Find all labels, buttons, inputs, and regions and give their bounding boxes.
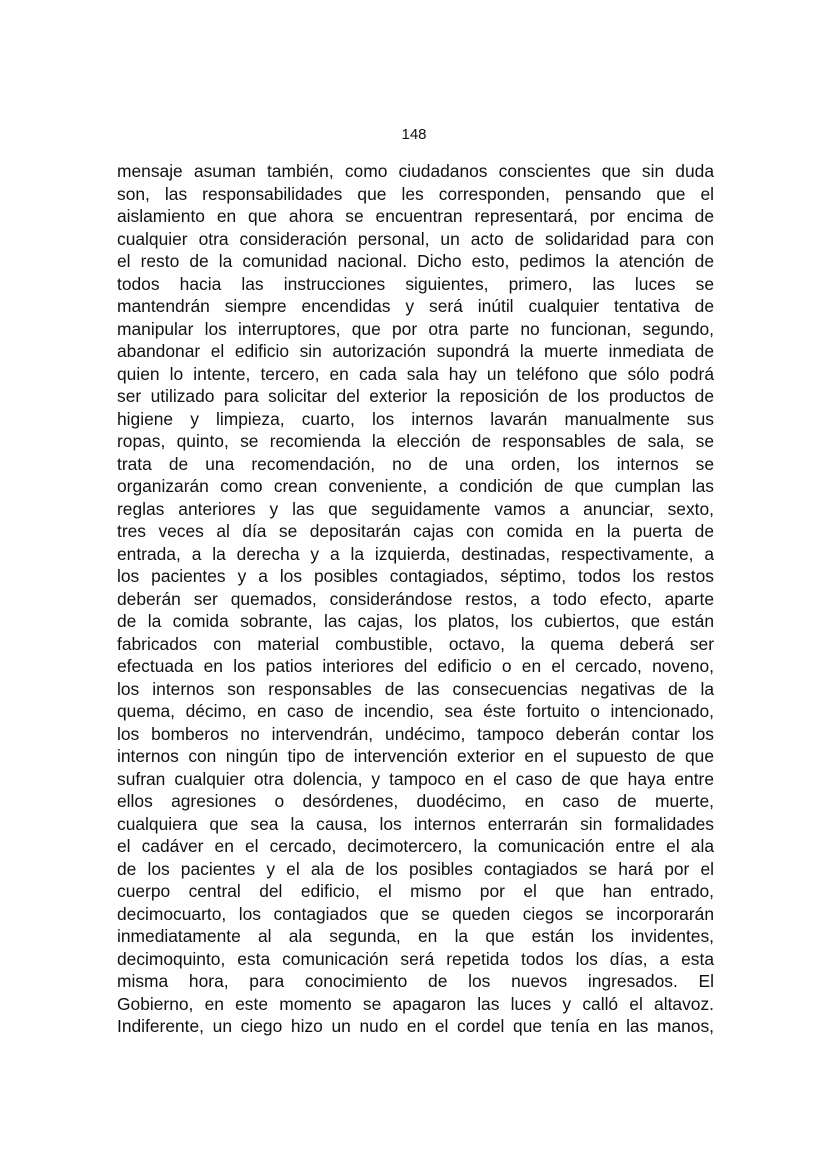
text-line: tres veces al día se depositarán cajas con comida en la puerta de — [117, 521, 714, 541]
text-line: cualquiera que sea la causa, los internos enterrarán sin formalidades — [117, 813, 714, 834]
text-line: de los pacientes y el ala de los posibles contagiados se hará por el — [117, 858, 714, 879]
text-line: misma hora, para conocimiento de los nuevos ingresados. El — [117, 971, 714, 991]
text-line: los bomberos no intervendrán, undécimo, tampoco deberán contar los — [117, 723, 714, 744]
text-line: trata de una recomendación, no de una orden, los internos se — [117, 453, 714, 474]
text-line: Indiferente, un ciego hizo un nudo en el cordel que tenía en las manos, — [117, 1016, 714, 1036]
text-line: reglas anteriores y las que seguidamente vamos a anunciar, sexto, — [117, 498, 714, 519]
text-line: deberán ser quemados, considerándose restos, a todo efecto, aparte — [117, 588, 714, 609]
text-line: inmediatamente al ala segunda, en la que están los invidentes, — [117, 926, 714, 946]
text-line: decimocuarto, los contagiados que se queden ciegos se incorporarán — [117, 903, 714, 924]
text-line: higiene y limpieza, cuarto, los internos lavarán manualmente sus — [117, 408, 714, 429]
text-line: ellos agresiones o desórdenes, duodécimo, en caso de muerte, — [117, 791, 714, 811]
text-line: mensaje asuman también, como ciudadanos conscientes que sin duda — [117, 161, 714, 181]
text-line: sufran cualquier otra dolencia, y tampoco en el caso de que haya entre — [117, 768, 714, 789]
text-line: los internos son responsables de las consecuencias negativas de la — [117, 678, 714, 699]
text-line: decimoquinto, esta comunicación será repetida todos los días, a esta — [117, 948, 714, 969]
page-number: 148 — [401, 126, 427, 143]
text-line: los pacientes y a los posibles contagiados, séptimo, todos los restos — [117, 566, 714, 586]
text-line: organizarán como crean conveniente, a condición de que cumplan las — [117, 476, 714, 496]
text-line: Gobierno, en este momento se apagaron las luces y calló el altavoz. — [117, 993, 714, 1014]
text-line: fabricados con material combustible, octavo, la quema deberá ser — [117, 633, 714, 654]
text-line: manipular los interruptores, que por otra parte no funcionan, segundo, — [117, 318, 714, 339]
body-text — [117, 160, 714, 1038]
text-line: quien lo intente, tercero, en cada sala hay un teléfono que sólo podrá — [117, 363, 714, 384]
text-line: todos hacia las instrucciones siguientes, primero, las luces se — [117, 273, 714, 294]
text-line: efectuada en los patios interiores del edificio o en el cercado, noveno, — [117, 656, 714, 676]
text-line: son, las responsabilidades que les corresponden, pensando que el — [117, 183, 714, 204]
text-line: mantendrán siempre encendidas y será inútil cualquier tentativa de — [117, 296, 714, 316]
text-line: internos con ningún tipo de intervención exterior en el supuesto de que — [117, 746, 714, 766]
text-line: cualquier otra consideración personal, un acto de solidaridad para con — [117, 228, 714, 249]
text-line: entrada, a la derecha y a la izquierda, destinadas, respectivamente, a — [117, 543, 714, 564]
text-line: quema, décimo, en caso de incendio, sea éste fortuito o intencionado, — [117, 701, 714, 721]
text-line: el cadáver en el cercado, decimotercero, la comunicación entre el ala — [117, 836, 714, 856]
text-line: cuerpo central del edificio, el mismo por el que han entrado, — [117, 881, 714, 901]
text-line: de la comida sobrante, las cajas, los platos, los cubiertos, que están — [117, 611, 714, 631]
text-line: aislamiento en que ahora se encuentran representará, por encima de — [117, 206, 714, 226]
text-line: ropas, quinto, se recomienda la elección de responsables de sala, se — [117, 431, 714, 451]
text-line: el resto de la comunidad nacional. Dicho esto, pedimos la atención de — [117, 251, 714, 271]
text-line: ser utilizado para solicitar del exterior la reposición de los productos de — [117, 386, 714, 406]
text-line: abandonar el edificio sin autorización supondrá la muerte inmediata de — [117, 341, 714, 361]
